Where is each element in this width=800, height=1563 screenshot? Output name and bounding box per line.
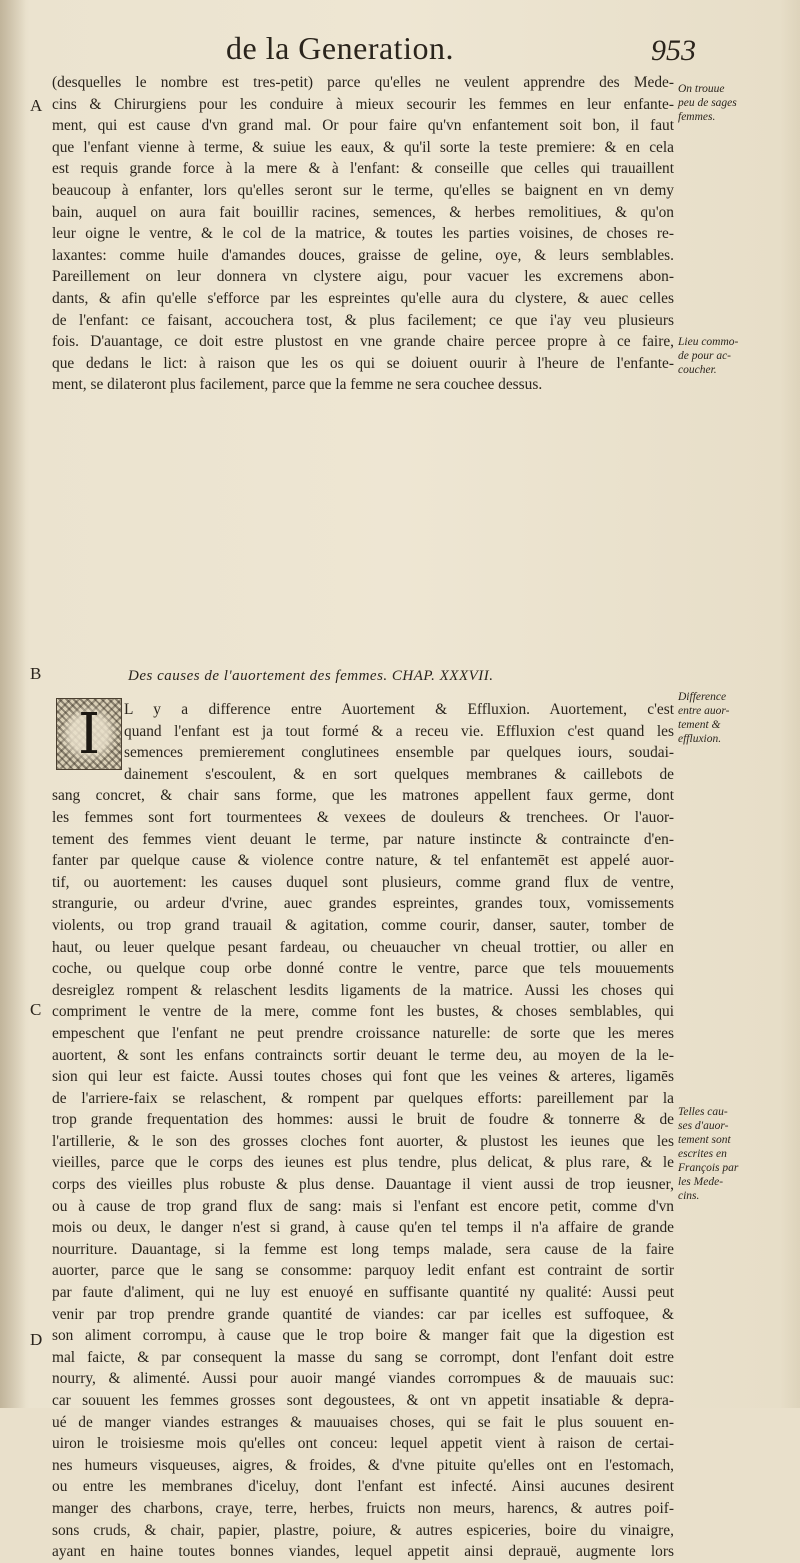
margin-note-line: entre auor- [678,705,730,717]
text-line: ayant en haine toutes bonnes viandes, lequel appetit ainsi deprauë, augmente lors [52,1543,674,1561]
text-line: venir par trop prendre grande quantité de viandes: car par icelles est suffoquee, & [52,1305,674,1323]
text-line: est requis grande force à la mere & à l'enfant: & conseille que celles qui trauaillent [52,160,674,178]
text-line: bain, auquel on aura fait bouillir racines, semences, & herbes remolitiues, & qu'on [52,203,674,221]
text-line: auortent, & sont les enfans contraincts sortir deuant le terme deu, au moyen de la le- [52,1046,674,1064]
text-line: cins & Chirurgiens pour les conduire à mieux secourir les femmes en leur enfante- [52,95,674,113]
running-title: de la Generation. [226,30,454,66]
text-line: desreiglez rompent & relaschent lesdits ligaments de la matrice. Aussi les choses qui [52,981,674,999]
margin-note-line: les Mede- [678,1176,724,1188]
text-line: sang concret, & chair sans forme, que les matrones appellent faux germe, dont [52,787,674,805]
text-line: strangurie, ou ardeur d'vrine, auec grandes espreintes, grandes toux, vomissements [52,895,674,913]
margin-note-line: escrites en [678,1148,727,1160]
margin-note-line: Telles cau- [678,1106,728,1118]
margin-note-line: Lieu commo- [678,336,739,348]
section-letter-b: B [30,664,42,683]
text-line: l'artillerie, & le son des grosses cloches font auorter, & plustost les ieunes que les [52,1132,674,1150]
text-line: trop grande frequentation des hommes: aussi le bruit de foudre & tonnerre & de [52,1111,674,1129]
margin-note-line: effluxion. [678,733,722,745]
paragraph-generation [52,72,674,396]
text-line: nes humeurs visqueuses, aigres, & froides, & d'vne pituite qu'elles ont en l'estomach, [52,1456,674,1474]
text-line: manger des charbons, craye, terre, herbes, fruicts non meurs, harencs, & autres poif- [52,1499,674,1517]
page-number: 953 [651,34,696,67]
text-line: ou entre les membranes d'iceluy, dont l'enfant est infecté. Ainsi aucunes desirent [52,1478,674,1496]
text-line: par faute d'aliment, qui ne luy est enuoyé en suffisante quantité ny qualité: Aussi peut [52,1284,674,1302]
text-line: coche, ou quelque coup orbe donné contre le ventre, parce que tels mouuements [52,960,674,978]
text-line: vieilles, parce que le corps des ieunes est plus tendre, plus delicat, & plus rare, & le [52,1154,674,1172]
text-line: les femmes sont fort tourmentees & vexees de douleurs & trenchees. Or l'auor- [52,808,674,826]
text-line: car souuent les femmes grosses sont degoustees, & ont vn appetit insatiable & depra- [52,1392,674,1409]
margin-note-line: tement sont [678,1134,731,1146]
text-line: sons cruds, & chair, papier, plastre, poiure, & autres espiceries, boire du vinaigre, [52,1521,674,1539]
text-line: dants, & afin qu'elle s'efforce par les espreintes qu'elle aura du clystere, & auec celles [52,289,674,307]
text-line: beaucoup à enfanter, lors qu'elles seront sur le terme, qu'elles se baignent en vn demy [52,181,674,199]
text-line: compriment le ventre de la mere, comme font les bustes, & choses semblables, qui [52,1003,674,1021]
text-line: (desquelles le nombre est tres-petit) parce qu'elles ne veulent apprendre des Mede- [52,74,674,91]
text-line: nourry, & alimenté. Aussi pour auoir mangé viandes corrompues & de mauuais suc: [52,1370,674,1388]
text-line: leur oigne le ventre, & le col de la matrice, & toutes les parties voisines, de choses re- [52,225,674,243]
margin-note-line: de pour ac- [678,350,732,362]
margin-note-line: On trouue [678,83,725,95]
text-line: ou à cause de trop grand flux de sang: mais si l'enfant est encore petit, comme d'vn [52,1197,674,1215]
drop-cap-letter: I [57,699,121,769]
section-letter-d: D [30,1330,43,1349]
text-line: corps des vieilles plus robuste & plus dense. Dauantage il vient aussi de trop ieusner, [52,1176,674,1194]
margin-note-line: cins. [678,1190,700,1202]
text-line: sion qui leur est faicte. Aussi toutes choses qui font que les veines & arteres, ligamēs [52,1068,674,1086]
margin-note-lieu-commode [678,335,788,377]
margin-note-line: François par [678,1162,739,1174]
text-line: mois ou deux, le danger n'est si grand, à cause qu'en tel temps il n'a affaire de grande [52,1219,674,1237]
text-line: mal faicte, & par consequent la masse du sang se corrompt, dont l'enfant doit estre [52,1348,674,1366]
margin-note-line: coucher. [678,364,717,376]
section-letter-c: C [30,1000,42,1019]
margin-note-line: femmes. [678,111,716,123]
text-line: que l'enfant vienne à terme, & suiue les eaux, & qu'il sorte la teste premiere: & en cela [52,138,674,156]
text-line: haut, ou leuer quelque pesant fardeau, ou cheuaucher vn cheual trottier, ou aller en [52,938,674,956]
text-line: uiron le troisiesme mois qu'elles ont conceu: lequel appetit vient à raison de certai- [52,1435,674,1453]
text-line: empeschent que l'enfant ne peut prendre croissance naturelle: de sorte que les meres [52,1024,674,1042]
section-letter-a: A [30,96,43,115]
text-line: nourriture. Dauantage, si la femme est long temps malade, sera cause de la faire [52,1240,674,1258]
text-line: tement des femmes vient deuant le terme, par nature instincte & contraincte d'en- [52,830,674,848]
text-line: violents, ou trop grand trauail & agitation, comme courir, danser, sauter, tomber de [52,916,674,934]
text-line: de l'arriere-faix se relaschent, & rompent par quelques efforts: pareillement par la [52,1089,674,1107]
margin-note-difference [678,690,788,746]
text-line: ment, qui est cause d'vn grand mal. Or pour faire qu'vn enfantement soit bon, il faut [52,117,674,135]
text-line: Pareillement on leur donnera vn clystere aigu, pour vacuer les excremens abon- [52,268,674,286]
text-line: ment, se dilateront plus facilement, parce que la femme ne sera couchee dessus. [52,376,543,394]
margin-note-sages-femmes [678,82,788,124]
text-line: fois. D'auantage, ce doit estre plustost en vne grande chaire percee propre à ce faire, [52,333,674,351]
text-line: de l'enfant: ce faisant, accouchera tost, & plus facilement; ce que i'ay veu plusieurs [52,311,674,329]
text-line: fanter par quelque cause & violence contre nature, & tel enfantemēt est appelé auor- [52,852,674,870]
chapter-heading: Des causes de l'auortement des femmes. CHAP. XXXVII. [128,668,494,684]
text-line: ué de manger viandes estranges & mauuaises choses, qui se fait le plus souuent en- [52,1413,674,1431]
margin-note-line: Difference [678,691,727,703]
text-line: laxantes: comme huile d'amandes douces, graisse de geline, oye, & leurs semblables. [52,246,674,264]
text-line: quand l'enfant est ja tout formé & a receu vie. Effluxion c'est quand les [124,722,674,740]
text-line: tif, ou auortement: les causes duquel sont plusieurs, comme grand flux de ventre, [52,873,674,891]
margin-note-line: tement & [678,719,721,731]
text-line: que dedans le lict: à raison que les os qui se doiuent ouurir à l'heure de l'enfante- [52,354,674,372]
text-line: auorter, parce que le sang se consomme: parquoy ledit enfant est contraint de sortir [52,1262,674,1280]
text-line: dainement s'escoulent, & en sort quelques membranes & caillebots de [124,765,674,783]
margin-note-line: ses d'auor- [678,1120,729,1132]
text-line: semences premierement conglutinees ensemble par quelques iours, soudai- [124,744,674,762]
text-line: son aliment corrompu, à cause que le trop boire & manger fait que la digestion est [52,1327,674,1345]
margin-note-causes-auortement [678,1105,788,1203]
page-gutter-shadow [0,0,26,1408]
text-line: L y a difference entre Auortement & Effluxion. Auortement, c'est [124,701,674,718]
margin-note-line: peu de sages [678,97,737,109]
paragraph-auortement [52,699,674,1563]
